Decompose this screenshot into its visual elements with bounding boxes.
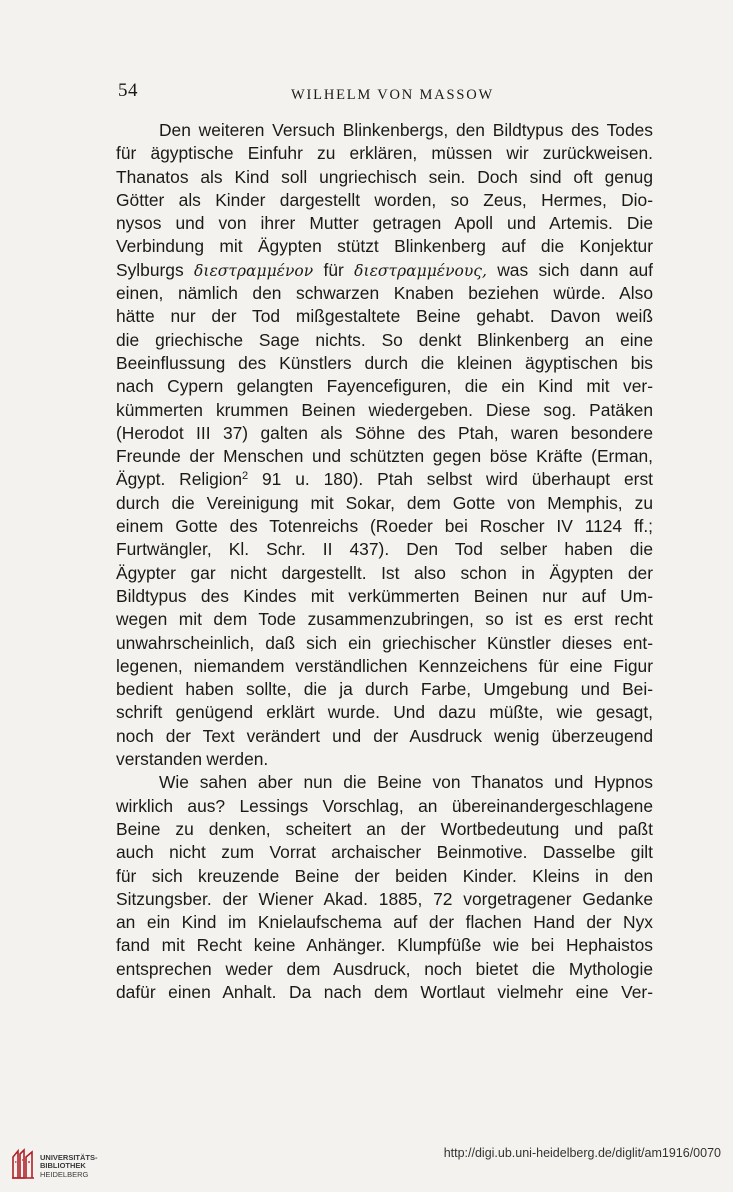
text-line: unwahrscheinlich, daß sich ein griechischer Künstler dieses ent- [116,632,653,653]
source-url-link[interactable]: http://digi.ub.uni-heidelberg.de/diglit/am1916/0070 [443,1146,721,1160]
page-number: 54 [118,80,138,101]
paragraph [116,771,653,1004]
greek-word: διεστραμμένους, [354,261,487,280]
paragraph [116,119,653,771]
text-line: verstanden werden. [116,749,269,770]
text-line: für sich kreuzende Beine der beiden Kinder. Kleins in den [116,865,653,886]
text-segment: 91 u. 180). Ptah selbst wird überhaupt erst [248,469,653,490]
text-line: wirklich aus? Lessings Vorschlag, an übereinandergeschlagene [116,795,653,816]
library-name-line: HEIDELBERG [40,1169,89,1179]
text-segment: Sylburgs [116,259,184,280]
text-line: entsprechen weder dem Ausdruck, noch bietet die Mythologie [116,958,653,979]
text-line: Freunde der Menschen und schützten gegen böse Kräfte (Erman, [116,446,653,467]
text-line: einen, nämlich den schwarzen Knaben beziehen würde. Also [116,283,653,304]
text-line: kümmerten krummen Beinen wiedergeben. Diese sog. Patäken [116,399,653,420]
library-name [40,1154,98,1180]
text-line: an ein Kind im Knielaufschema auf der flachen Hand der Nyx [116,912,653,933]
text-line: Sitzungsber. der Wiener Akad. 1885, 72 vorgetragener Gedanke [116,888,653,909]
text-line: einem Gotte des Totenreichs (Roeder bei Roscher IV 1124 ff.; [116,516,653,537]
text-line: schrift genügend erklärt wurde. Und dazu müßte, wie gesagt, [116,702,653,723]
greek-word: διεστραμμένον [194,261,314,280]
text-line: auch nicht zum Vorrat archaischer Beinmotive. Dasselbe gilt [116,842,653,863]
running-head: WILHELM VON MASSOW [291,87,494,103]
text-line: Beeinflussung des Künstlers durch die kleinen ägyptischen bis [116,352,653,373]
text-line: Ägypter gar nicht dargestellt. Ist also schon in Ägypten der [116,562,653,583]
text-line: noch der Text verändert und der Ausdruck wenig überzeugend [116,725,653,746]
library-name-line: BIBLIOTHEK [40,1161,86,1171]
heidelberg-library-icon [10,1148,36,1185]
text-line: Beine zu denken, scheitert an der Wortbedeutung und paßt [116,818,653,839]
text-segment: Ägypt. Religion [116,469,243,490]
text-line: Bildtypus des Kindes mit verkümmerten Beinen nur auf Um- [116,585,653,606]
text-line: Verbindung mit Ägypten stützt Blinkenberg auf die Konjektur [116,236,653,257]
text-line: dafür einen Anhalt. Da nach dem Wortlaut vielmehr eine Ver- [116,981,653,1002]
body-text [116,119,653,1004]
text-line-with-greek [116,259,653,282]
text-line: für ägyptische Einfuhr zu erklären, müssen wir zurückweisen. [116,143,653,164]
text-line: die griechische Sage nichts. So denkt Blinkenberg an eine [116,329,653,350]
text-line: bedient haben sollte, die ja durch Farbe, Umgebung und Bei- [116,679,653,700]
library-name-line: UNIVERSITÄTS- [40,1152,98,1162]
text-line: Götter als Kinder dargestellt worden, so Zeus, Hermes, Dio- [116,189,653,210]
text-line: nach Cypern gelangten Fayencefiguren, die ein Kind mit ver- [116,376,653,397]
text-segment: was sich dann auf [497,259,653,280]
edition-superscript: 2 [242,470,249,483]
text-line: (Herodot III 37) galten als Söhne des Ptah, waren besondere [116,422,653,443]
text-line: Thanatos als Kind soll ungriechisch sein. Doch sind oft genug [116,166,653,187]
text-line: Den weiteren Versuch Blinkenbergs, den Bildtypus des Todes [159,120,653,140]
text-line: nysos und von ihrer Mutter getragen Apoll und Artemis. Die [116,213,653,234]
text-line: fand mit Recht keine Anhänger. Klumpfüße wie bei Hephaistos [116,935,653,956]
library-logo[interactable] [10,1148,98,1185]
text-line: Wie sahen aber nun die Beine von Thanatos und Hypnos [159,772,653,793]
text-line: hätte nur der Tod mißgestaltete Beine gehabt. Davon weiß [116,306,653,327]
text-line: Furtwängler, Kl. Schr. II 437). Den Tod selber haben die [116,539,653,560]
text-line: wegen mit dem Tode zusammenzubringen, so ist es erst recht [116,609,653,630]
text-segment: für [323,259,344,280]
text-line-with-footnote [116,468,653,491]
text-line: durch die Vereinigung mit Sokar, dem Gotte von Memphis, zu [116,492,653,513]
text-line: legenen, niemandem verständlichen Kennzeichens für eine Figur [116,655,653,676]
